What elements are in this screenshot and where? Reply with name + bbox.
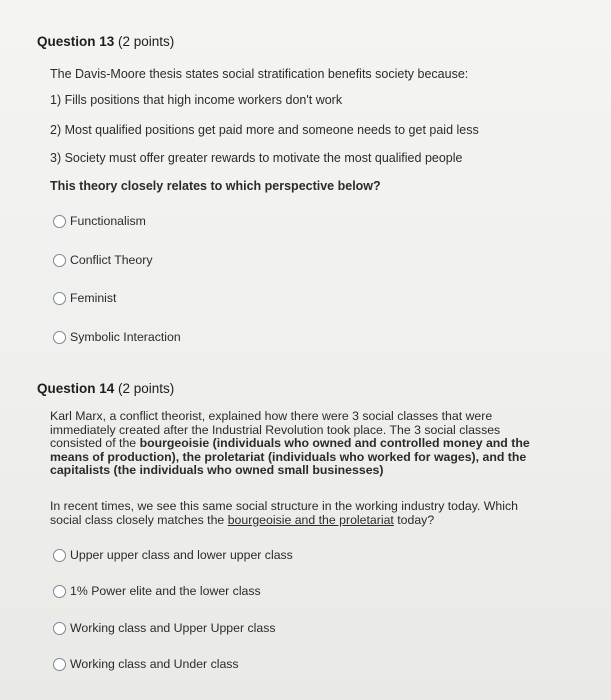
passage-bold-text: bourgeoisie (individuals who owned and controlled money and the means of production), the proletariat (individuals who worked for wages), and the capitalists (the individuals who owned small businesses): [50, 436, 530, 478]
question-13-reason-3: 3) Society must offer greater rewards to motivate the most qualified people: [50, 151, 463, 165]
radio-button[interactable]: [53, 658, 66, 671]
question-14-title: [37, 381, 174, 396]
q14-option-working-under-class[interactable]: [53, 656, 239, 672]
q14-option-upper-upper-class[interactable]: [53, 547, 293, 563]
radio-button[interactable]: [53, 585, 66, 598]
q13-option-feminist[interactable]: [53, 290, 116, 306]
question-13-reason-1: 1) Fills positions that high income workers don't work: [50, 93, 343, 107]
option-label: Feminist: [70, 291, 117, 305]
passage-text: Karl Marx, a conflict theorist, explained how there were 3 social classes that were immediately created after the Industrial Revolution took place. The 3 social classes consisted of the: [50, 409, 501, 451]
question-13-points: (2 points): [114, 34, 175, 49]
question-14-points: (2 points): [114, 381, 175, 396]
radio-button[interactable]: [53, 215, 66, 228]
option-label: Working class and Upper Upper class: [70, 621, 276, 635]
prompt-text-end: today?: [393, 512, 435, 527]
radio-button[interactable]: [53, 622, 66, 635]
radio-button[interactable]: [53, 331, 66, 344]
option-label: Upper upper class and lower upper class: [70, 548, 293, 562]
prompt-text: In recent times, we see this same social structure in the working industry today. Which social class closely matches the: [50, 499, 518, 527]
q14-option-working-upper-upper[interactable]: [53, 620, 276, 636]
question-13-title: [37, 34, 174, 49]
option-label: Working class and Under class: [70, 657, 239, 671]
q14-option-power-elite[interactable]: [53, 583, 261, 599]
radio-button[interactable]: [53, 254, 66, 267]
question-13-reason-2: 2) Most qualified positions get paid more and someone needs to get paid less: [50, 123, 479, 137]
question-14-prompt: [50, 500, 540, 527]
option-label: Functionalism: [70, 214, 146, 228]
question-13-prompt: This theory closely relates to which perspective below?: [50, 179, 381, 193]
prompt-underlined-text: bourgeoisie and the proletariat: [227, 512, 394, 527]
question-14-passage: [50, 410, 540, 478]
question-13-number: Question 13: [37, 34, 115, 49]
option-label: Conflict Theory: [70, 253, 153, 267]
option-label: Symbolic Interaction: [70, 330, 181, 344]
question-14-number: Question 14: [37, 381, 115, 396]
q13-option-conflict-theory[interactable]: [53, 252, 152, 268]
radio-button[interactable]: [53, 292, 66, 305]
q13-option-symbolic-interaction[interactable]: [53, 329, 181, 345]
radio-button[interactable]: [53, 549, 66, 562]
q13-option-functionalism[interactable]: [53, 213, 146, 229]
option-label: 1% Power elite and the lower class: [70, 584, 261, 598]
question-13-intro: The Davis-Moore thesis states social stratification benefits society because:: [50, 67, 469, 81]
